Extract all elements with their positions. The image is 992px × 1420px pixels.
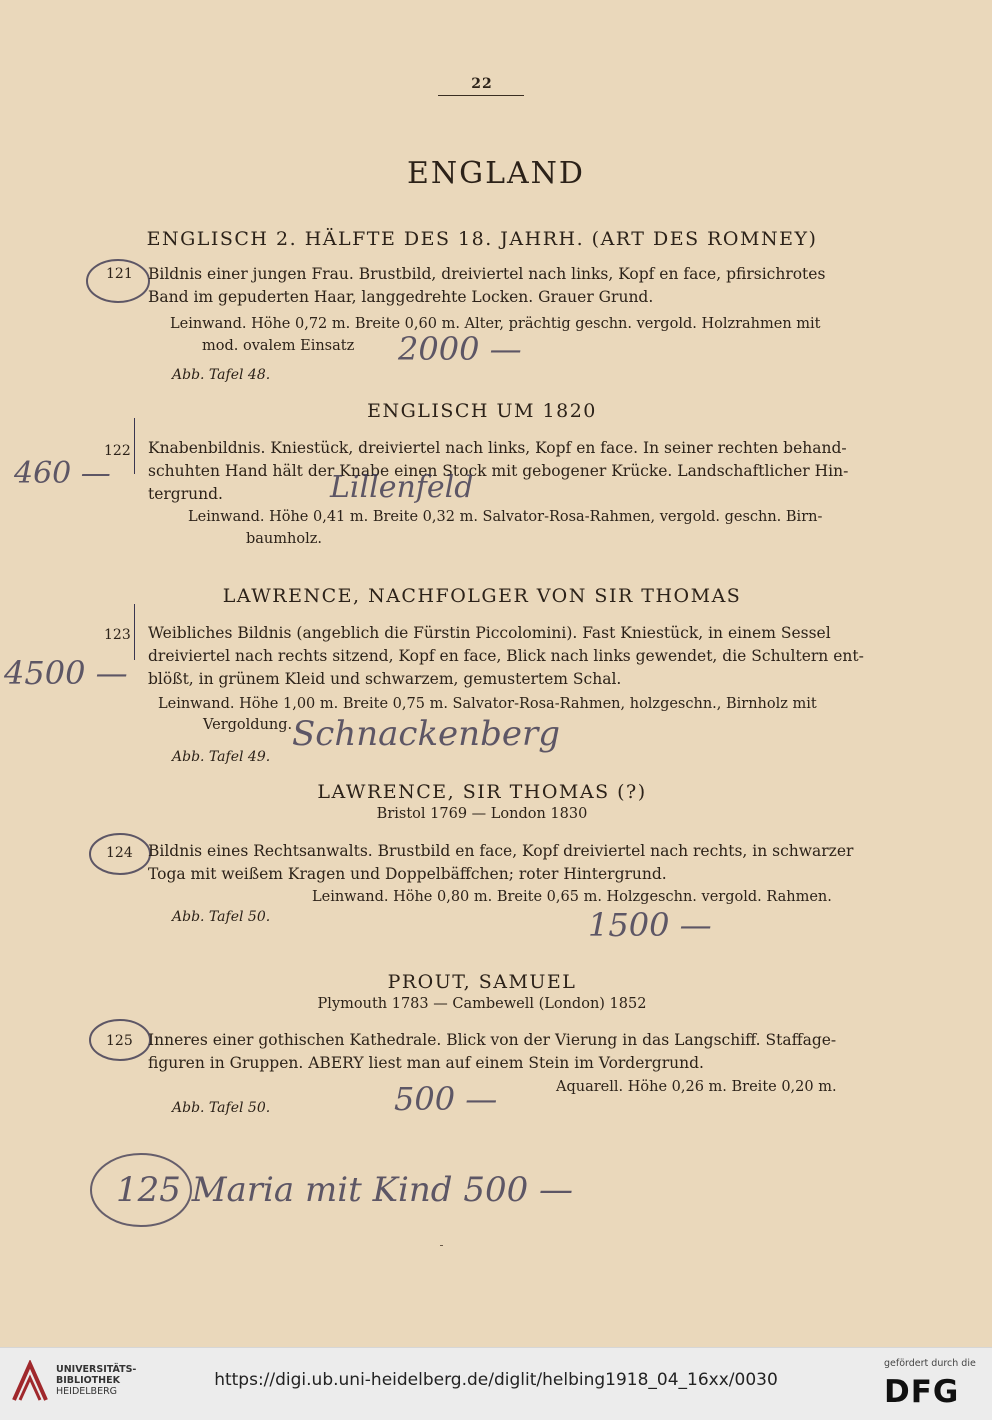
description-line: Inneres einer gothischen Kathedrale. Blick von der Vierung in das Langschiff. Staffage-	[148, 1031, 837, 1049]
handwritten-buyer: Schnackenberg	[292, 714, 560, 754]
library-name-line: UNIVERSITÄTS-	[56, 1364, 137, 1375]
page-number-rule	[438, 95, 524, 96]
plate-reference: Abb. Tafel 49.	[172, 749, 271, 765]
lot-number: 121	[106, 266, 133, 282]
lot-tick-mark	[134, 418, 135, 474]
details-line: Leinwand. Höhe 0,72 m. Breite 0,60 m. Alter, prächtig geschn. vergold. Holzrahmen mit	[170, 316, 821, 332]
lot-number: 124	[106, 845, 133, 861]
artist-dates: Bristol 1769 — London 1830	[376, 806, 588, 822]
handwritten-note: 125 Maria mit Kind 500 —	[116, 1170, 574, 1210]
funding-label: gefördert durch die	[884, 1358, 976, 1369]
details-line: baumholz.	[246, 531, 322, 547]
dfg-logo: DFG	[884, 1374, 960, 1410]
lot-tick-mark	[134, 604, 135, 660]
description-line: blößt, in grünem Kleid und schwarzem, gemustertem Schal.	[148, 670, 622, 688]
handwritten-margin-price: 4500 —	[4, 654, 128, 692]
section-heading: ENGLISCH UM 1820	[367, 400, 597, 422]
description-line: dreiviertel nach rechts sitzend, Kopf en face, Blick nach links gewendet, die Schultern ent-	[148, 647, 864, 665]
details-line: Vergoldung.	[203, 717, 293, 733]
description-line: Toga mit weißem Kragen und Doppelbäffchen; roter Hintergrund.	[148, 865, 667, 883]
description-line: Knabenbildnis. Kniestück, dreiviertel nach links, Kopf en face. In seiner rechten behand-	[148, 439, 847, 457]
section-heading: PROUT, SAMUEL	[387, 971, 577, 993]
handwritten-price: 2000 —	[398, 330, 522, 368]
lot-description	[148, 622, 864, 691]
details-line: Leinwand. Höhe 0,80 m. Breite 0,65 m. Holzgeschn. vergold. Rahmen.	[312, 889, 832, 905]
permalink-url[interactable]: https://digi.ub.uni-heidelberg.de/diglit/helbing1918_04_16xx/0030	[214, 1370, 778, 1390]
lot-description	[148, 437, 848, 506]
lot-number: 122	[104, 443, 131, 459]
section-heading: ENGLISCH 2. HÄLFTE DES 18. JAHRH. (ART DES ROMNEY)	[146, 228, 818, 250]
library-name-line: HEIDELBERG	[56, 1386, 118, 1397]
description-line: Bildnis einer jungen Frau. Brustbild, dreiviertel nach links, Kopf en face, pfirsichrotes	[148, 265, 826, 283]
artist-dates: Plymouth 1783 — Cambewell (London) 1852	[317, 996, 647, 1012]
lot-description	[148, 1029, 836, 1075]
handwritten-price: 1500 —	[588, 906, 712, 944]
plate-reference: Abb. Tafel 50.	[172, 1100, 271, 1116]
lot-description	[148, 840, 853, 886]
lot-details	[188, 506, 822, 550]
description-line: schuhten Hand hält der Knabe einen Stock mit gebogener Krücke. Landschaftlicher Hin-	[148, 462, 849, 480]
dot-mark	[440, 1245, 443, 1246]
page-title: ENGLAND	[406, 156, 585, 191]
section-heading: LAWRENCE, SIR THOMAS (?)	[317, 781, 647, 803]
details-line: Leinwand. Höhe 1,00 m. Breite 0,75 m. Salvator-Rosa-Rahmen, holzgeschn., Birnholz mit	[158, 696, 817, 712]
details-line: Aquarell. Höhe 0,26 m. Breite 0,20 m.	[556, 1079, 837, 1095]
section-heading: LAWRENCE, NACHFOLGER VON SIR THOMAS	[222, 585, 742, 607]
description-line: Weibliches Bildnis (angeblich die Fürstin Piccolomini). Fast Kniestück, in einem Sessel	[148, 624, 831, 642]
plate-reference: Abb. Tafel 50.	[172, 909, 271, 925]
plate-reference: Abb. Tafel 48.	[172, 367, 271, 383]
details-line: Leinwand. Höhe 0,41 m. Breite 0,32 m. Salvator-Rosa-Rahmen, vergold. geschn. Birn-	[188, 509, 823, 525]
page-number: 22	[471, 76, 493, 92]
library-name-line: BIBLIOTHEK	[56, 1375, 120, 1386]
description-line: figuren in Gruppen. ABERY liest man auf einem Stein im Vordergrund.	[148, 1054, 704, 1072]
description-line: tergrund.	[148, 485, 223, 503]
description-line: Band im gepuderten Haar, langgedrehte Locken. Grauer Grund.	[148, 288, 654, 306]
details-line: mod. ovalem Einsatz	[202, 338, 355, 354]
lot-number: 123	[104, 627, 131, 643]
description-line: Bildnis eines Rechtsanwalts. Brustbild en face, Kopf dreiviertel nach rechts, in schwarzer	[148, 842, 854, 860]
handwritten-margin-price: 460 —	[14, 456, 111, 491]
handwritten-price: 500 —	[394, 1080, 498, 1118]
viewer-footer	[0, 1347, 992, 1420]
lot-number: 125	[106, 1033, 133, 1049]
handwritten-buyer: Lillenfeld	[330, 470, 474, 505]
lot-description	[148, 263, 825, 309]
